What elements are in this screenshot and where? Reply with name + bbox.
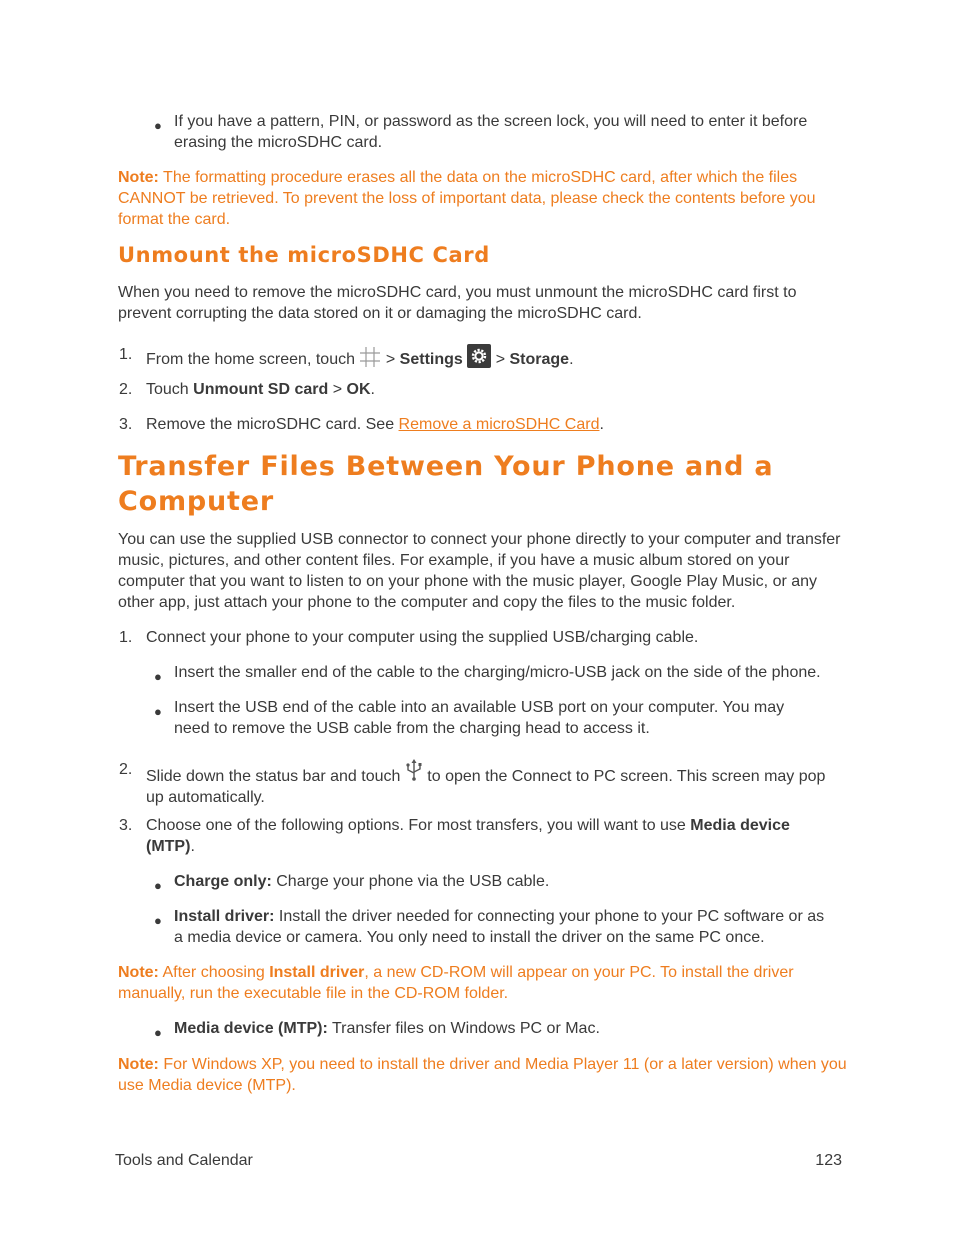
- option-media-device: Media device (MTP): Transfer files on Windows PC or Mac.: [174, 1020, 600, 1037]
- transfer-step-1-bullet-2: Insert the USB end of the cable into an available USB port on your computer. You may need to remove the USB cable from the charging head to access it.: [174, 699, 785, 737]
- bullet-dot: ●: [154, 878, 162, 893]
- note-text: The formatting procedure erases all the data on the microSDHC card, after which the files CANNOT be retrieved. To prevent the loss of important data, please check the contents before you format the card.: [118, 169, 816, 228]
- unmount-step-1: From the home screen, touch > Settings > Storage.: [146, 344, 846, 374]
- install-driver-note: Note: After choosing Install driver, a new CD-ROM will appear on your PC. To install the driver manually, run the executable file in the CD-ROM folder.: [118, 964, 794, 1002]
- bullet-dot: ●: [154, 669, 162, 684]
- bullet-dot: ●: [154, 118, 162, 133]
- unmount-heading: Unmount the microSDHC Card: [118, 243, 490, 267]
- bullet-dot: ●: [154, 1025, 162, 1040]
- step-number: 3.: [119, 817, 133, 834]
- bullet-dot: ●: [154, 704, 162, 719]
- footer-section: Tools and Calendar: [115, 1152, 253, 1169]
- step-number: 3.: [119, 416, 133, 433]
- unmount-step-3: Remove the microSDHC card. See Remove a microSDHC Card.: [146, 416, 604, 433]
- note-label: Note:: [118, 169, 159, 186]
- step-number: 1.: [119, 629, 133, 646]
- transfer-intro: You can use the supplied USB connector to connect your phone directly to your computer and transfer music, pictures, and other content files. For example, if you have a music album stored on your computer that you want to listen to on your phone with the music player, Google Play Music, or any other app, just attach your phone to the computer and copy the files to the music folder.: [118, 531, 841, 611]
- transfer-heading: Transfer Files Between Your Phone and a Computer: [118, 451, 774, 517]
- format-note: [118, 167, 848, 230]
- transfer-step-1-bullet-1: Insert the smaller end of the cable to the charging/micro-USB jack on the side of the phone.: [174, 664, 821, 681]
- option-install-driver: Install driver: Install the driver needed for connecting your phone to your PC software or as a media device or camera. You only need to install the driver on the same PC once.: [174, 908, 825, 946]
- step-number: 1.: [119, 346, 133, 363]
- settings-gear-icon: [467, 344, 491, 374]
- windows-xp-note: Note: For Windows XP, you need to install the driver and Media Player 11 (or a later version) when you use Media device (MTP).: [118, 1056, 847, 1094]
- option-charge-only: Charge only: Charge your phone via the USB cable.: [174, 873, 550, 890]
- transfer-step-2: Slide down the status bar and touch to open the Connect to PC screen. This screen may pop up automatically.: [146, 759, 846, 808]
- remove-card-link[interactable]: Remove a microSDHC Card: [398, 416, 600, 433]
- step-number: 2.: [119, 381, 133, 398]
- page-number: 123: [815, 1152, 842, 1169]
- transfer-step-3: Choose one of the following options. For most transfers, you will want to use Media device (MTP).: [146, 817, 790, 855]
- unmount-step-2: Touch Unmount SD card > OK.: [146, 381, 375, 398]
- step-number: 2.: [119, 761, 133, 778]
- unmount-intro: When you need to remove the microSDHC card, you must unmount the microSDHC card first to prevent corrupting the data stored on it or damaging the microSDHC card.: [118, 284, 797, 322]
- screen-lock-bullet-text: If you have a pattern, PIN, or password as the screen lock, you will need to enter it before erasing the microSDHC card.: [174, 113, 808, 151]
- transfer-step-1: Connect your phone to your computer using the supplied USB/charging cable.: [146, 629, 699, 646]
- bullet-dot: ●: [154, 913, 162, 928]
- apps-grid-icon: [359, 346, 381, 374]
- usb-icon: [405, 759, 423, 787]
